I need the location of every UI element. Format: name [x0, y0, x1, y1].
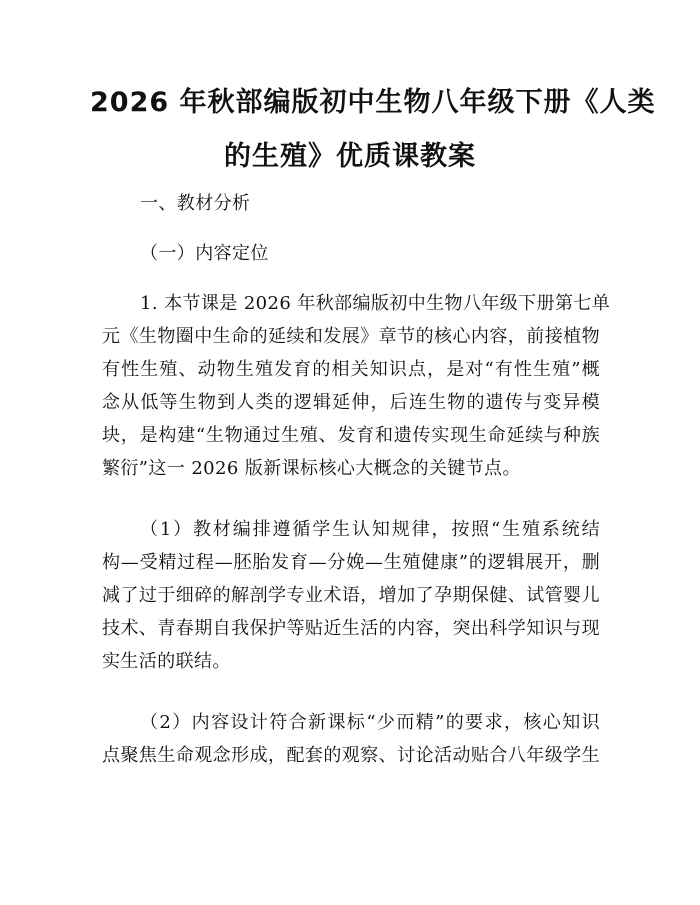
paragraph-1-line: 念从低等生物到人类的逻辑延伸，后连生物的遗传与变异模	[102, 392, 600, 413]
paragraph-1-line: 元《生物圈中生命的延续和发展》章节的核心内容，前接植物	[102, 326, 600, 347]
section-heading: 一、教材分析	[140, 193, 251, 214]
paragraph-1-line: 有性生殖、动物生殖发育的相关知识点，是对“有性生殖”概	[102, 359, 600, 380]
paragraph-3-line: 点聚焦生命观念形成，配套的观察、讨论活动贴合八年级学生	[102, 745, 600, 766]
paragraph-2-line: 技术、青春期自我保护等贴近生活的内容，突出科学知识与现	[102, 618, 600, 639]
paragraph-3-line: （2）内容设计符合新课标“少而精”的要求，核心知识	[140, 712, 600, 733]
paragraph-2-line: 实生活的联结。	[102, 651, 231, 672]
document-title-line-2: 的生殖》优质课教案	[224, 141, 476, 172]
subsection-heading: （一）内容定位	[140, 243, 269, 264]
document-title-line-1: 2026 年秋部编版初中生物八年级下册《人类	[90, 87, 656, 118]
paragraph-1-line: 1. 本节课是 2026 年秋部编版初中生物八年级下册第七单	[140, 293, 611, 314]
paragraph-2-line: 构—受精过程—胚胎发育—分娩—生殖健康”的逻辑展开，删	[102, 552, 600, 573]
paragraph-2-line: 减了过于细碎的解剖学专业术语，增加了孕期保健、试管婴儿	[102, 585, 600, 606]
paragraph-1-line: 繁衍”这一 2026 版新课标核心大概念的关键节点。	[102, 458, 521, 479]
paragraph-1-line: 块，是构建“生物通过生殖、发育和遗传实现生命延续与种族	[102, 425, 600, 446]
paragraph-2-line: （1）教材编排遵循学生认知规律，按照“生殖系统结	[140, 519, 600, 540]
